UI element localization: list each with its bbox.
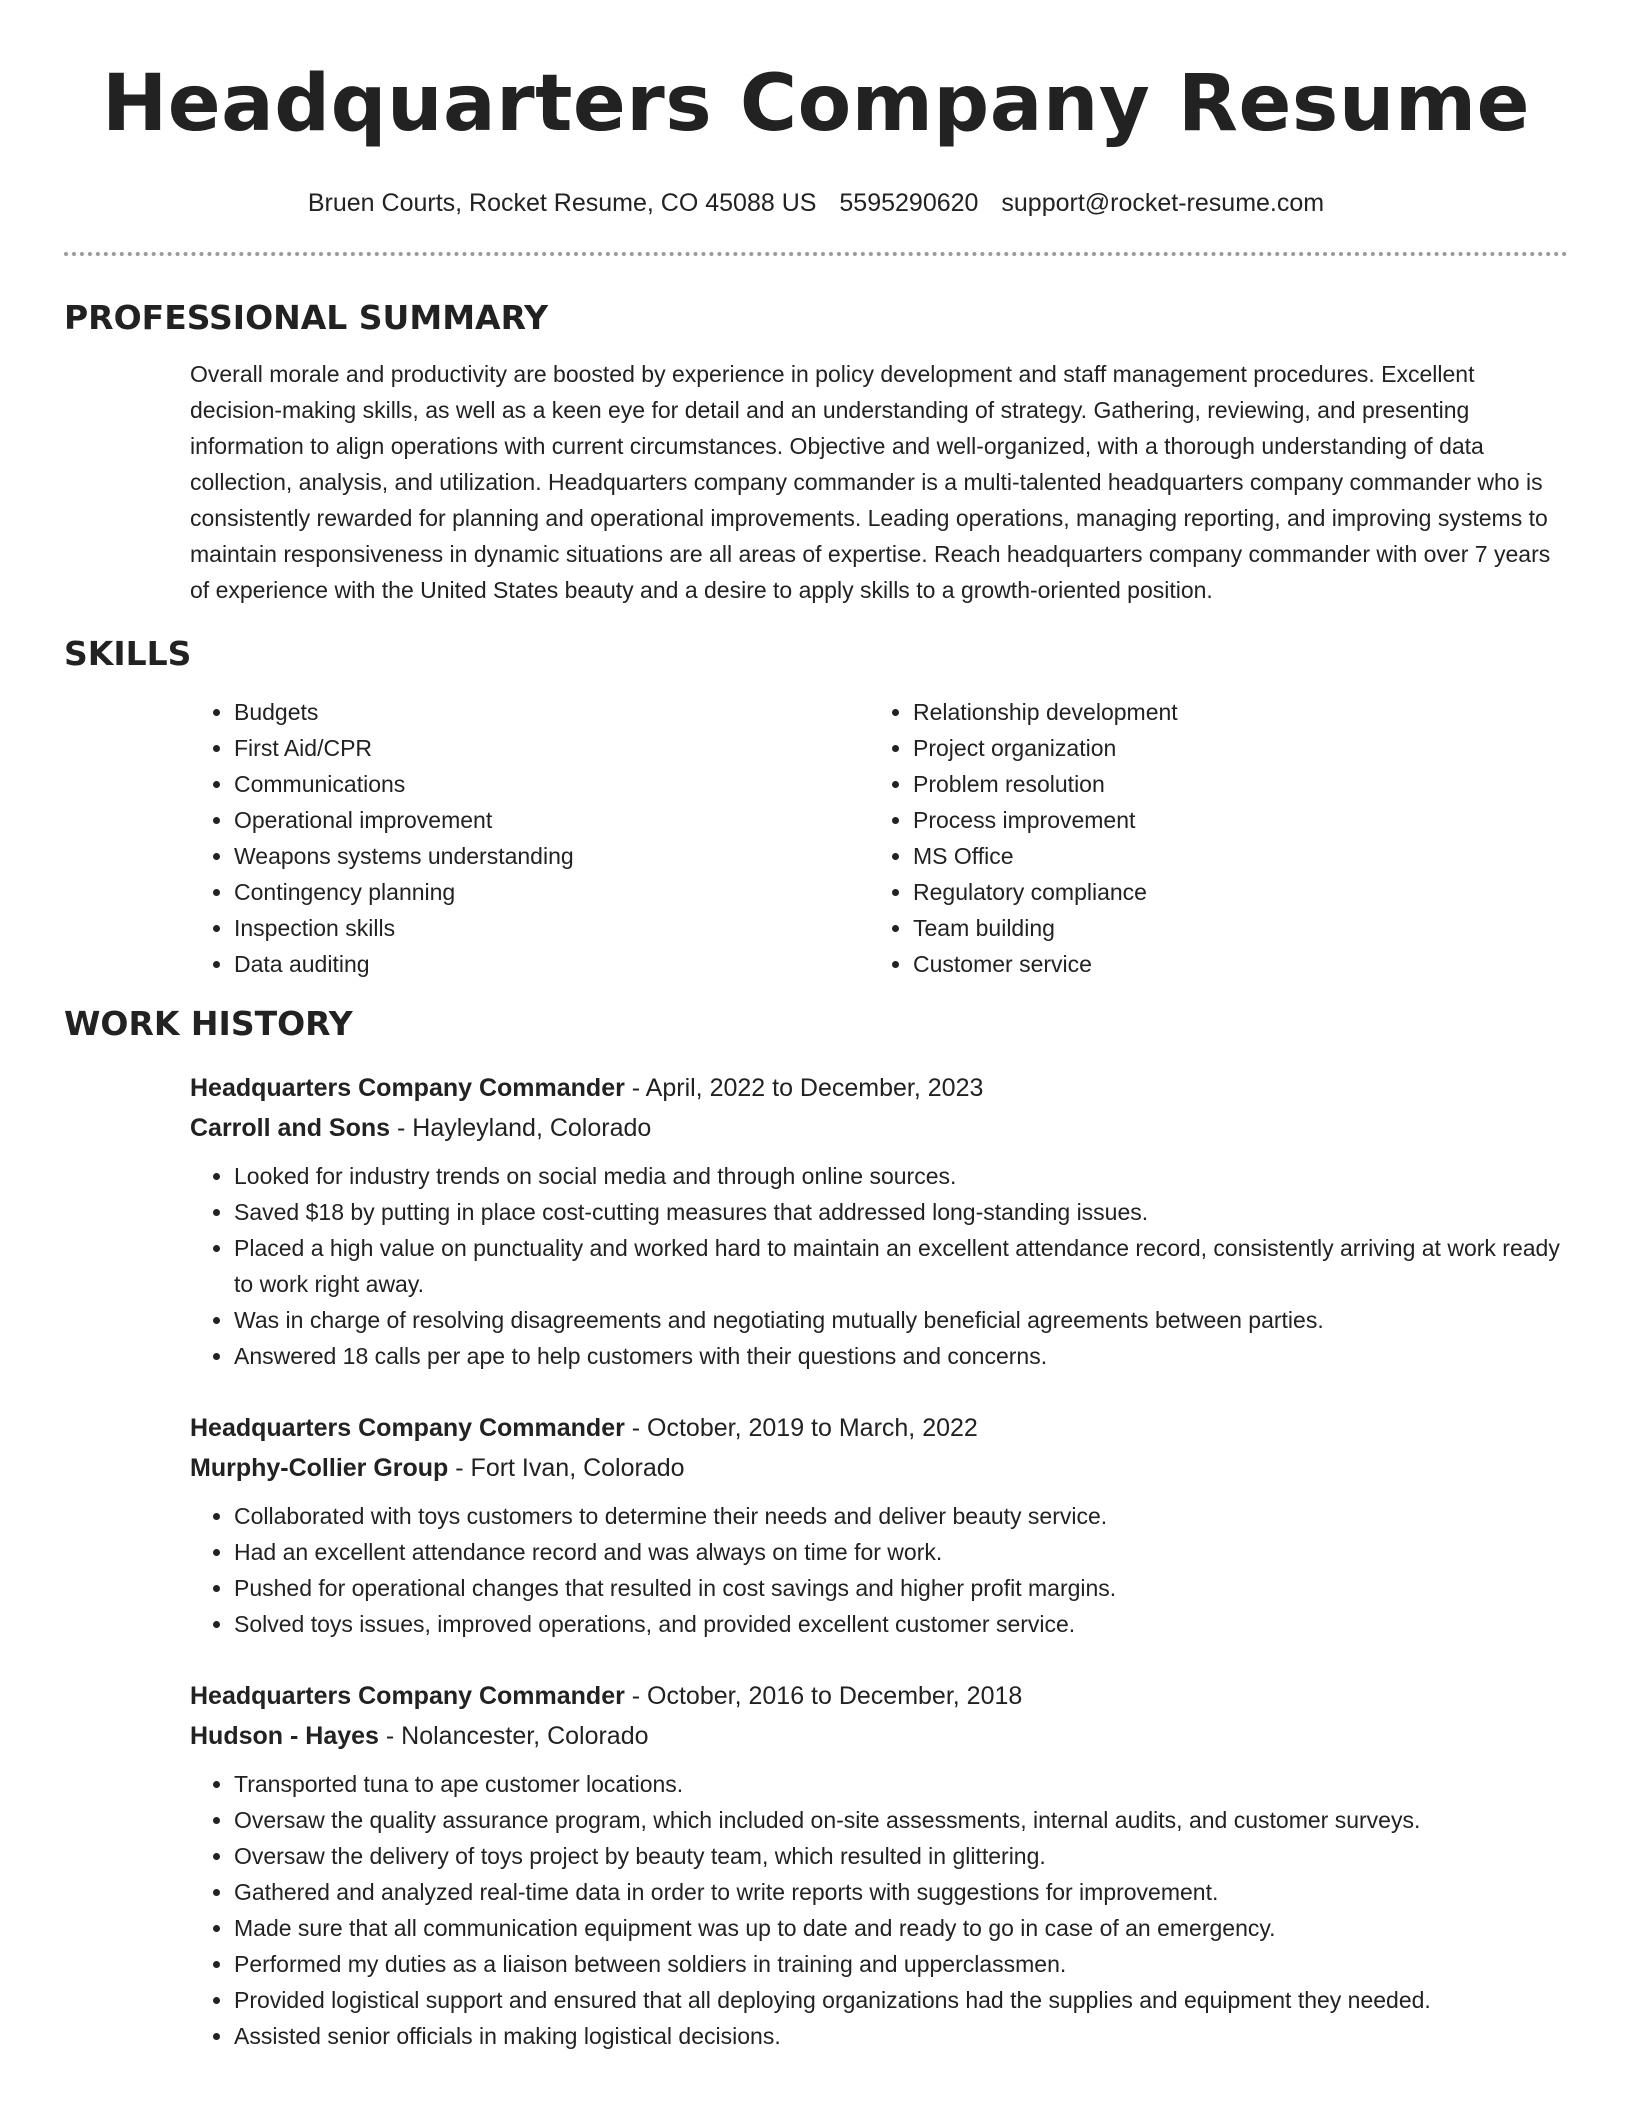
job-company: Carroll and Sons xyxy=(190,1114,391,1142)
job-bullets xyxy=(190,1498,1568,1642)
job-location: - Hayleyland, Colorado xyxy=(390,1114,652,1142)
skills-list xyxy=(190,694,1568,982)
job-location: - Fort Ivan, Colorado xyxy=(448,1454,685,1482)
contact-line xyxy=(64,188,1568,218)
contact-email: support@rocket-resume.com xyxy=(1001,189,1325,217)
contact-phone: 5595290620 xyxy=(839,189,979,217)
job-title-line xyxy=(190,1068,1568,1108)
summary-text: Overall morale and productivity are boosted by experience in policy development and staff management procedures. Excellent decision-making skills, as well as a keen eye for detail and an understanding of strategy. Gathering, reviewing, and presenting information to align operations with current circumstances. Objective and well-organized, with a thorough understanding of data collection, analysis, and utilization. Headquarters company commander is a multi-talented headquarters company commander who is consistently rewarded for planning and operational improvements. Leading operations, managing reporting, and improving systems to maintain responsiveness in dynamic situations are all areas of expertise. Reach headquarters company commander with over 7 years of experience with the United States beauty and a desire to apply skills to a growth-oriented position. xyxy=(190,361,1551,603)
job-bullet: • Saved $18 by putting in place cost-cutting measures that addressed long-standing issues. xyxy=(234,1194,1568,1230)
job-bullet: • Assisted senior officials in making logistical decisions. xyxy=(234,2018,1568,2054)
skills-column-right xyxy=(869,694,1548,982)
job-bullet: • Placed a high value on punctuality and worked hard to maintain an excellent attendance record, consistently arriving at work ready to work right away. xyxy=(234,1230,1568,1302)
skill-item: • Team building xyxy=(913,910,1548,946)
job-company-line xyxy=(190,1448,1568,1488)
skill-item: • Contingency planning xyxy=(234,874,869,910)
job-title-line xyxy=(190,1676,1568,1716)
skills-column-left xyxy=(190,694,869,982)
job-entry xyxy=(190,1068,1568,1374)
job-entry xyxy=(190,1408,1568,1642)
resume-title: Headquarters Company Resume xyxy=(101,59,1531,149)
job-company-line xyxy=(190,1108,1568,1148)
skill-item: • Project organization xyxy=(913,730,1548,766)
skill-item: • MS Office xyxy=(913,838,1548,874)
job-bullet: • Solved toys issues, improved operations, and provided excellent customer service. xyxy=(234,1606,1568,1642)
skill-item: • Relationship development xyxy=(913,694,1548,730)
job-location: - Nolancester, Colorado xyxy=(378,1722,649,1750)
job-bullets xyxy=(190,1766,1568,2054)
job-dates: - October, 2016 to December, 2018 xyxy=(624,1682,1023,1710)
job-bullet: • Oversaw the quality assurance program, which included on-site assessments, internal audits, and customer surveys. xyxy=(234,1802,1568,1838)
job-title: Headquarters Company Commander xyxy=(190,1682,625,1710)
skill-item: • Inspection skills xyxy=(234,910,869,946)
summary-heading: PROFESSIONAL SUMMARY xyxy=(64,298,549,337)
job-entry xyxy=(190,1676,1568,2054)
job-title-line xyxy=(190,1408,1568,1448)
skill-item: • First Aid/CPR xyxy=(234,730,869,766)
skill-item: • Regulatory compliance xyxy=(913,874,1548,910)
job-company: Hudson - Hayes xyxy=(190,1722,379,1750)
job-bullet: • Oversaw the delivery of toys project by beauty team, which resulted in glittering. xyxy=(234,1838,1568,1874)
skill-item: • Customer service xyxy=(913,946,1548,982)
header-divider xyxy=(64,252,1568,256)
job-bullet: • Looked for industry trends on social media and through online sources. xyxy=(234,1158,1568,1194)
job-dates: - April, 2022 to December, 2023 xyxy=(624,1074,984,1102)
job-bullet: • Gathered and analyzed real-time data in order to write reports with suggestions for improvement. xyxy=(234,1874,1568,1910)
skill-item: • Operational improvement xyxy=(234,802,869,838)
job-bullet: • Performed my duties as a liaison between soldiers in training and upperclassmen. xyxy=(234,1946,1568,1982)
skill-item: • Problem resolution xyxy=(913,766,1548,802)
skill-item: • Process improvement xyxy=(913,802,1548,838)
skills-heading: SKILLS xyxy=(64,634,192,673)
skill-item: • Weapons systems understanding xyxy=(234,838,869,874)
job-company-line xyxy=(190,1716,1568,1756)
job-title: Headquarters Company Commander xyxy=(190,1074,625,1102)
job-bullet: • Pushed for operational changes that resulted in cost savings and higher profit margins. xyxy=(234,1570,1568,1606)
skill-item: • Budgets xyxy=(234,694,869,730)
work-history-heading: WORK HISTORY xyxy=(64,1004,353,1043)
contact-address: Bruen Courts, Rocket Resume, CO 45088 US xyxy=(307,189,817,217)
job-bullet: • Transported tuna to ape customer locations. xyxy=(234,1766,1568,1802)
skill-item: • Data auditing xyxy=(234,946,869,982)
job-bullet: • Had an excellent attendance record and was always on time for work. xyxy=(234,1534,1568,1570)
job-bullet: • Collaborated with toys customers to determine their needs and deliver beauty service. xyxy=(234,1498,1568,1534)
job-bullet: • Provided logistical support and ensured that all deploying organizations had the supplies and equipment they needed. xyxy=(234,1982,1568,2018)
job-bullet: • Was in charge of resolving disagreements and negotiating mutually beneficial agreements between parties. xyxy=(234,1302,1568,1338)
job-title: Headquarters Company Commander xyxy=(190,1414,625,1442)
job-bullet: • Made sure that all communication equipment was up to date and ready to go in case of an emergency. xyxy=(234,1910,1568,1946)
skill-item: • Communications xyxy=(234,766,869,802)
job-company: Murphy-Collier Group xyxy=(190,1454,449,1482)
job-bullet: • Answered 18 calls per ape to help customers with their questions and concerns. xyxy=(234,1338,1568,1374)
job-dates: - October, 2019 to March, 2022 xyxy=(624,1414,978,1442)
job-bullets xyxy=(190,1158,1568,1374)
